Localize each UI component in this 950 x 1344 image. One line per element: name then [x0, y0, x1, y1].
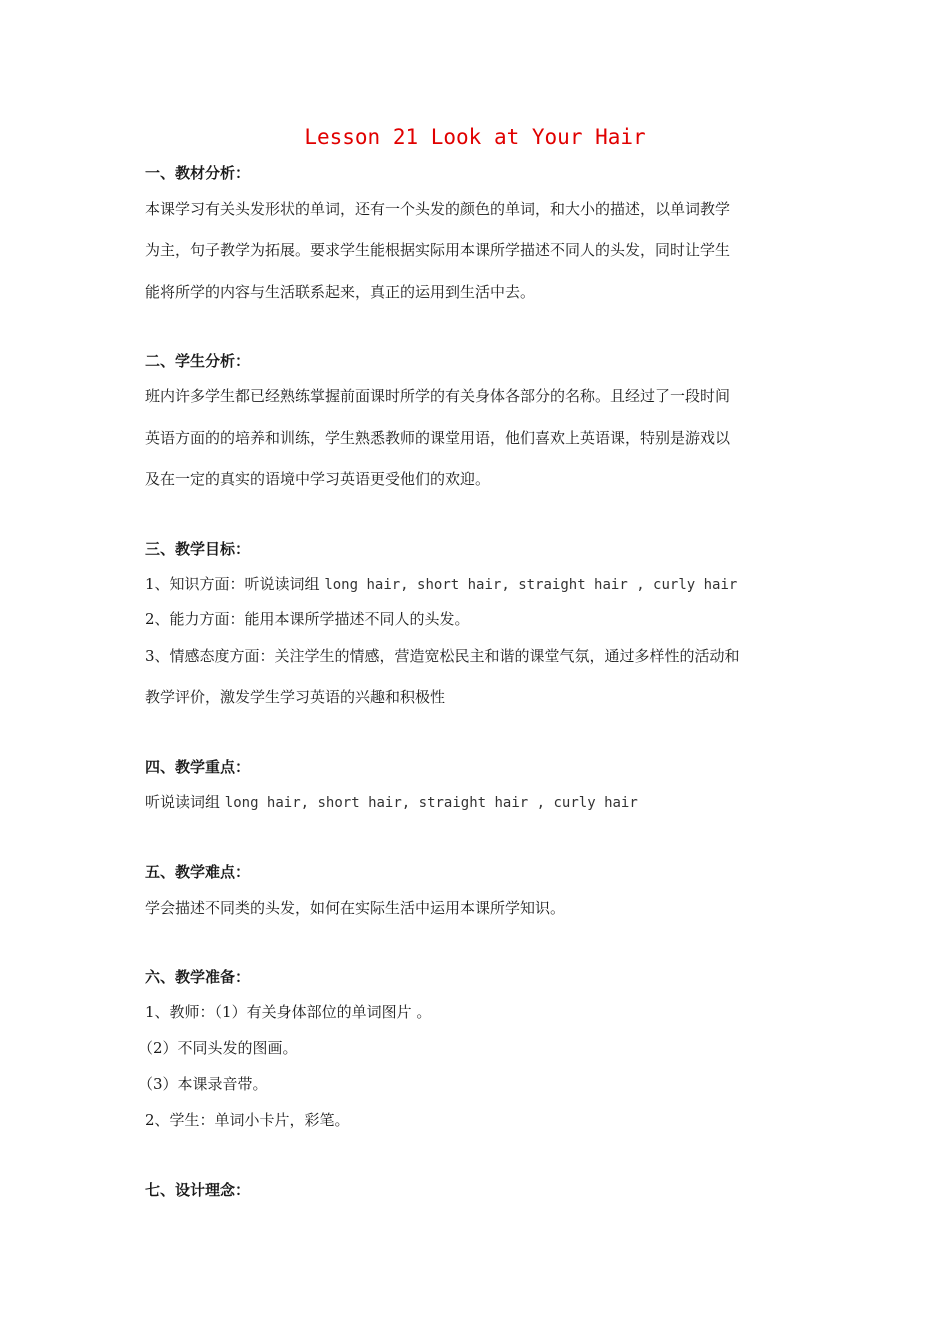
goal-item-knowledge-prefix: 1、知识方面：听说读词组: [145, 575, 325, 593]
section-heading-student-analysis: 二、学生分析：: [145, 352, 251, 370]
goal-item-emotion-continued: 教学评价，激发学生学习英语的兴趣和积极性: [145, 688, 446, 706]
paragraph-line: 本课学习有关头发形状的单词，还有一个头发的颜色的单词，和大小的描述，以单词教学: [145, 200, 731, 218]
section-heading-key-points: 四、教学重点：: [145, 758, 251, 776]
goal-item-knowledge: [145, 573, 737, 596]
key-points-phrases: long hair, short hair, straight hair , curly hair: [224, 795, 638, 811]
paragraph-line: 班内许多学生都已经熟练掌握前面课时所学的有关身体各部分的名称。且经过了一段时间: [145, 387, 731, 405]
prep-item-teacher: 1、教师：（1）有关身体部位的单词图片 。: [145, 1003, 432, 1021]
paragraph-line: 能将所学的内容与生活联系起来，真正的运用到生活中去。: [145, 283, 536, 301]
paragraph-line: 英语方面的的培养和训练，学生熟悉教师的课堂用语，他们喜欢上英语课，特别是游戏以: [145, 429, 731, 447]
key-points-prefix: 听说读词组: [145, 793, 225, 811]
paragraph-line: 为主，句子教学为拓展。要求学生能根据实际用本课所学描述不同人的头发，同时让学生: [145, 241, 731, 259]
paragraph-line: 学会描述不同类的头发，如何在实际生活中运用本课所学知识。: [145, 899, 566, 917]
key-points-text: [145, 791, 638, 814]
section-heading-design-concept: 七、设计理念：: [145, 1181, 251, 1199]
section-heading-preparation: 六、教学准备：: [145, 968, 251, 986]
section-heading-textbook-analysis: 一、教材分析：: [145, 164, 251, 182]
goal-item-ability: 2、能力方面：能用本课所学描述不同人的头发。: [145, 610, 470, 628]
document-title: Lesson 21 Look at Your Hair: [304, 125, 646, 149]
section-heading-difficulties: 五、教学难点：: [145, 863, 251, 881]
goal-item-emotion: 3、情感态度方面：关注学生的情感，营造宽松民主和谐的课堂气氛，通过多样性的活动和: [145, 647, 740, 665]
section-heading-teaching-goals: 三、教学目标：: [145, 540, 251, 558]
goal-item-knowledge-phrases: long hair, short hair, straight hair , curly hair: [324, 577, 738, 593]
prep-item-student: 2、学生：单词小卡片，彩笔。: [145, 1111, 350, 1129]
prep-item-teacher-3: （3）本课录音带。: [138, 1075, 268, 1093]
prep-item-teacher-2: （2）不同头发的图画。: [138, 1039, 298, 1057]
paragraph-line: 及在一定的真实的语境中学习英语更受他们的欢迎。: [145, 470, 491, 488]
